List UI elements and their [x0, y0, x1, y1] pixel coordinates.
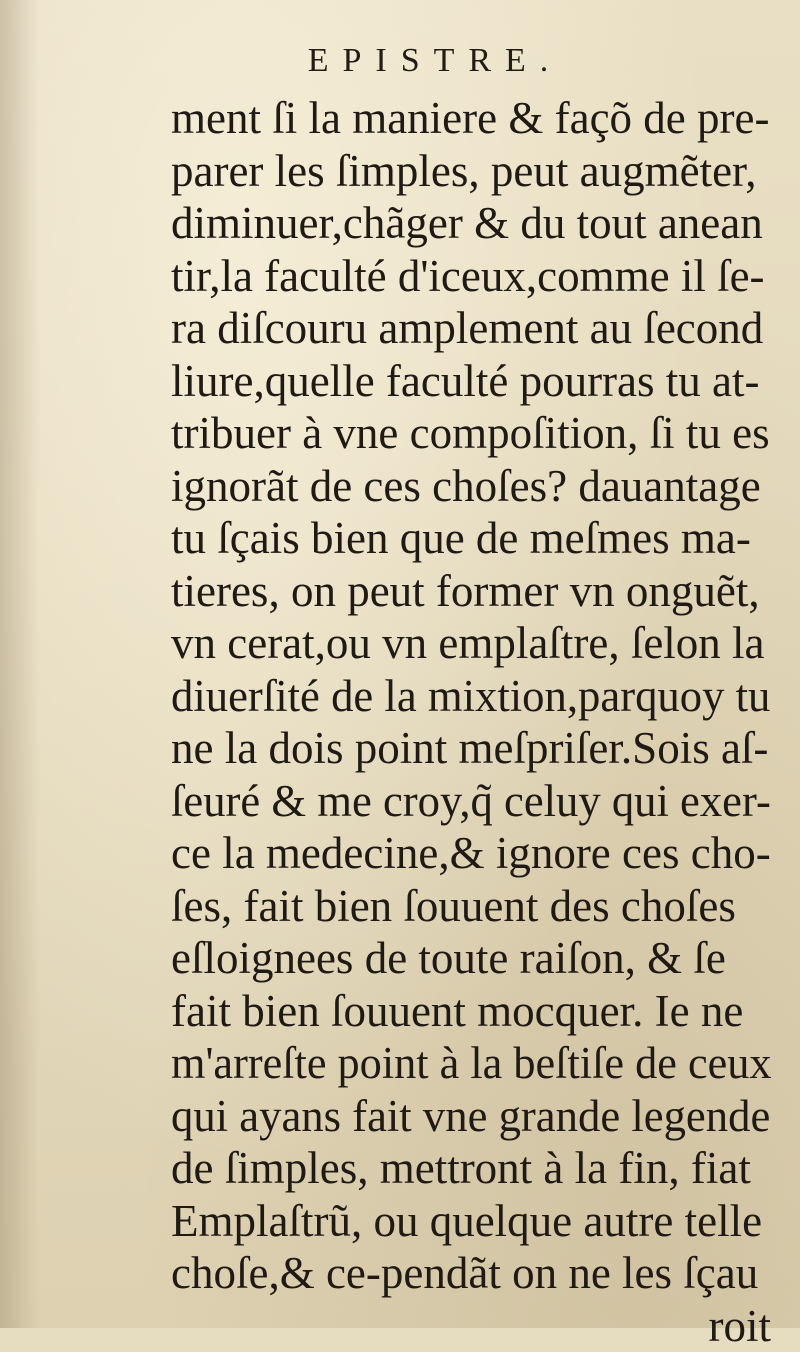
text-line: qui ayans fait vne grande legende — [171, 1090, 767, 1143]
text-line: ſeuré & me croy,q̃ celuy qui exer- — [171, 775, 766, 828]
text-line: ment ſi la maniere & façõ de pre- — [171, 92, 771, 145]
text-line: tir,la faculté d'iceux,comme il ſe- — [171, 250, 771, 303]
text-line: choſe,& ce-pendãt on ne les ſçau — [171, 1247, 771, 1300]
running-head: EPISTRE. — [0, 42, 800, 80]
text-line: ce la medecine,& ignore ces cho- — [171, 827, 771, 880]
text-line: tribuer à vne compoſition, ſi tu es — [171, 407, 771, 460]
text-line: parer les ſimples, peut augmẽter, — [171, 145, 771, 198]
text-line: de ſimples, mettront à la fin, fiat — [171, 1142, 771, 1195]
text-line: ignorãt de ces choſes? dauantage — [171, 460, 771, 513]
catchword: roit — [171, 1300, 771, 1352]
text-line: tieres, on peut former vn onguẽt, — [171, 565, 771, 618]
text-line: m'arreſte point à la beſtiſe de ceux — [171, 1037, 761, 1090]
text-line: diminuer,chãger & du tout anean — [171, 197, 771, 250]
text-line: ne la dois point meſpriſer.Sois aſ- — [171, 722, 771, 775]
text-line: liure,quelle faculté pourras tu at- — [171, 355, 771, 408]
spine-shadow — [0, 0, 40, 1328]
text-line: Emplaſtrũ, ou quelque autre telle — [171, 1195, 771, 1248]
text-line: ra diſcouru amplement au ſecond — [171, 302, 771, 355]
body-text — [171, 92, 771, 1352]
text-line: diuerſité de la mixtion,parquoy tu — [171, 670, 767, 723]
text-line: ſes, fait bien ſouuent des choſes — [171, 880, 771, 933]
text-line: fait bien ſouuent mocquer. Ie ne — [171, 985, 771, 1038]
text-line: vn cerat,ou vn emplaſtre, ſelon la — [171, 617, 771, 670]
text-line: tu ſçais bien que de meſmes ma- — [171, 512, 771, 565]
text-line: eſloignees de toute raiſon, & ſe — [171, 932, 771, 985]
